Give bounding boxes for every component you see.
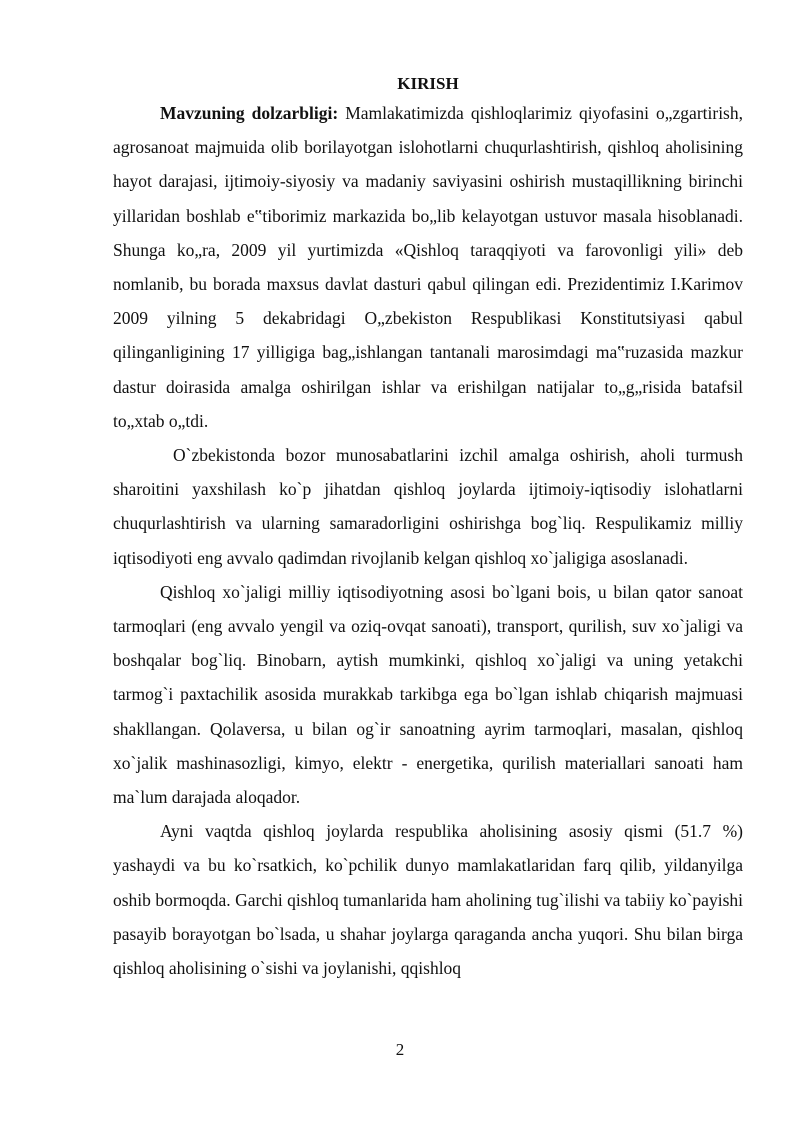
- paragraph-rural-population: Ayni vaqtda qishloq joylarda respublika aholisining asosiy qismi (51.7 %) yashaydi va bu ko`rsatkich, ko`pchilik dunyo mamlakatlaridan farq qilib, yildanyilga oshib bormoqda. Garchi qishloq tumanlarida ham aholining tug`ilishi va tabiiy ko`payishi pasayib borayotgan bo`lsada, u shahar joylarga qaraganda ancha yuqori. Shu bilan birga qishloq aholisining o`sishi va joylanishi, qqishloq: [113, 821, 743, 979]
- paragraph-market-relations: O`zbekistonda bozor munosabatlarini izchil amalga oshirish, aholi turmush sharoitini yaxshilash ko`p jihatdan qishloq joylarda ijtimoiy-iqtisodiy islohatlarni chuqurlashtirish va ularning samaradorligini oshirishga bog`liq. Respulikamiz milliy iqtisodiyoti eng avvalo qadimdan rivojlanib kelgan qishloq xo`jaligiga asoslanadi.: [113, 445, 743, 568]
- document-page: [113, 72, 743, 985]
- paragraph-text: Mamlakatimizda qishloqlarimiz qiyofasini o„zgartirish, agrosanoat majmuida olib borilayotgan islohotlarni chuqurlashtirish, qishloq aholisining hayot darajasi, ijtimoiy-siyosiy va madaniy saviyasini oshirish mustaqillikning birinchi yillaridan boshlab e‟tiborimiz markazida bo„lib kelayotgan ustuvor masala hisoblanadi. Shunga ko„ra, 2009 yil yurtimizda «Qishloq taraqqiyoti va farovonligi yili» deb nomlanib, bu borada maxsus davlat dasturi qabul qilingan edi. Prezidentimiz I.Karimov 2009 yilning 5 dekabridagi O„zbekiston Respublikasi Konstitutsiyasi qabul qilinganligining 17 yilligiga bag„ishlangan tantanali marosimdagi ma‟ruzasida mazkur dastur doirasida amalga oshirilgan ishlar va erishilgan natijalar to„g„risida batafsil to„xtab o„tdi.: [113, 103, 743, 431]
- paragraph-agriculture-base: Qishloq xo`jaligi milliy iqtisodiyotning asosi bo`lgani bois, u bilan qator sanoat tarmoqlari (eng avvalo yengil va oziq-ovqat sanoati), transport, qurilish, suv xo`jaligi va boshqalar bog`liq. Binobarn, aytish mumkinki, qishloq xo`jaligi va uning yetakchi tarmog`i paxtachilik asosida murakkab tarkibga ega bo`lgan ishlab chiqarish majmuasi shakllangan. Qolaversa, u bilan og`ir sanoatning ayrim tarmoqlari, masalan, qishloq xo`jalik mashinasozligi, kimyo, elektr - energetika, qurilish materiallari sanoati ham ma`lum darajada aloqador.: [113, 581, 743, 808]
- page-number: 2: [395, 1040, 405, 1059]
- section-heading: KIRISH: [397, 74, 459, 93]
- paragraph-lead: Mavzuning dolzarbligi:: [160, 103, 339, 123]
- paragraph-relevance: [113, 96, 743, 438]
